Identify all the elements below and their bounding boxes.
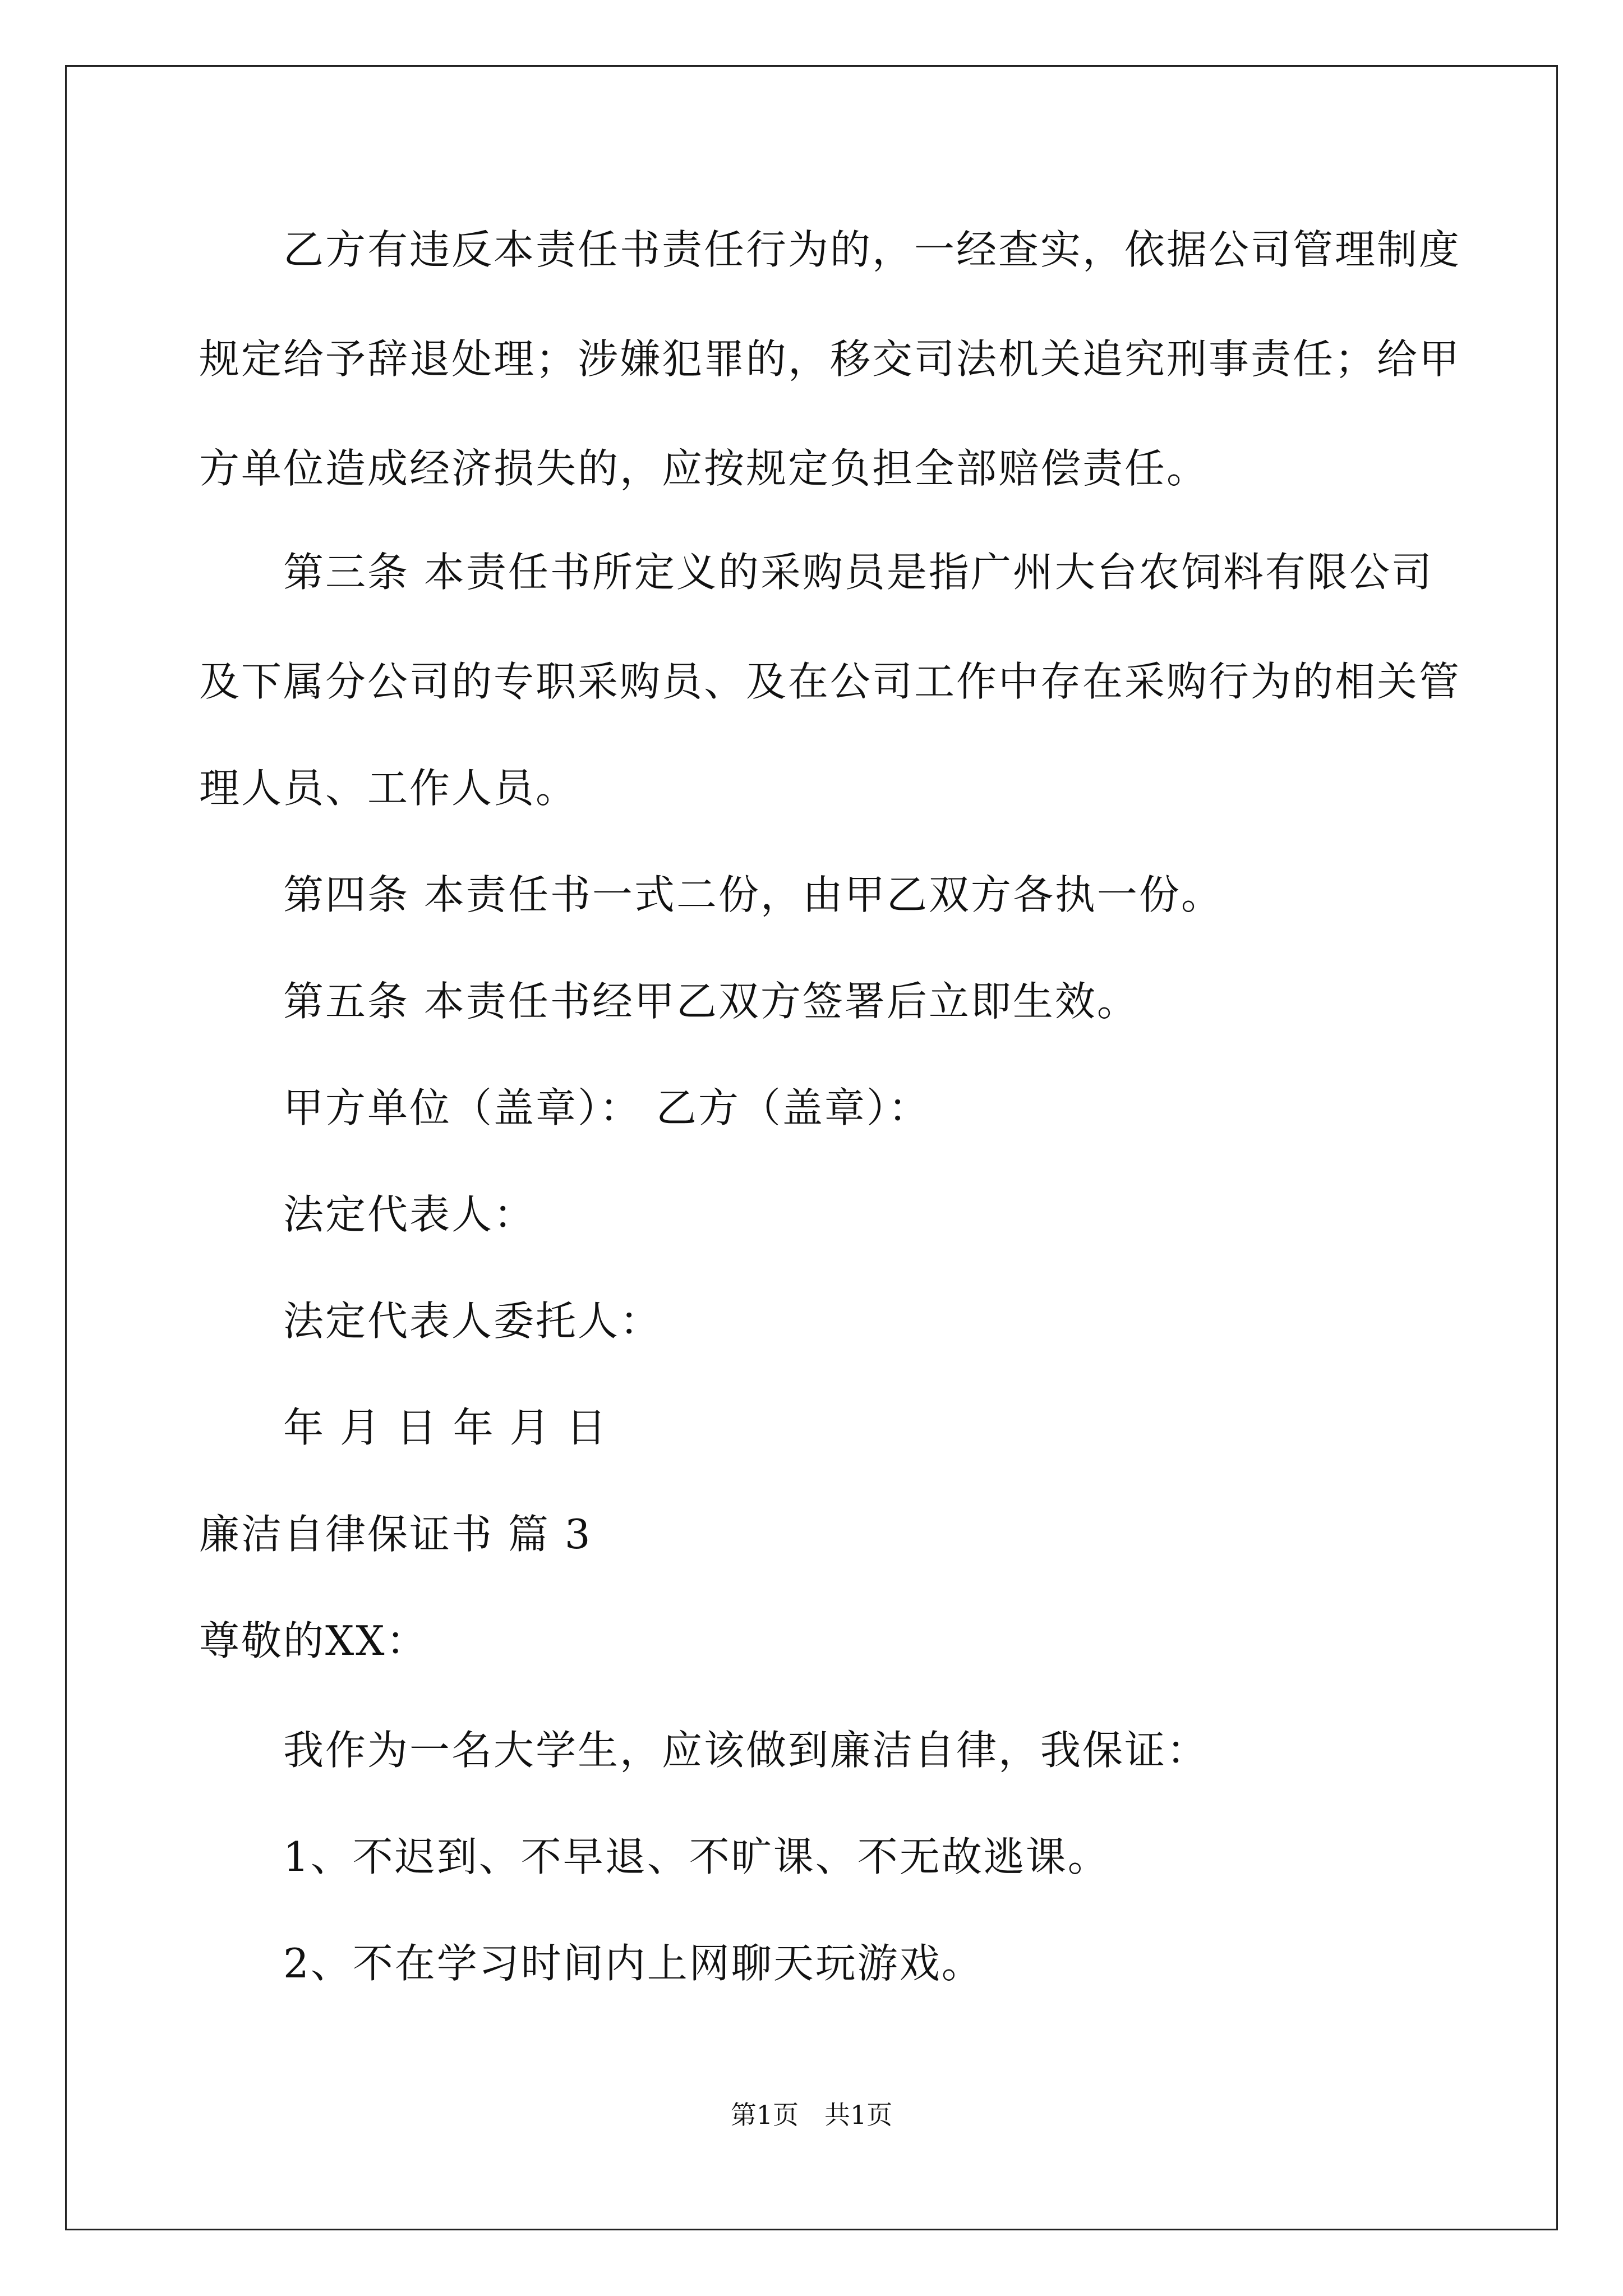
signature-line: 法定代表人委托人： [283, 1297, 662, 1345]
body-line: 方单位造成经济损失的，应按规定负担全部赔偿责任。 [199, 445, 1209, 492]
body-line: 第四条 本责任书一式二份，由甲乙双方各执一份。 [283, 871, 1223, 918]
salutation: 尊敬的XX： [199, 1617, 428, 1664]
body-line: 第三条 本责任书所定义的采购员是指广州大台农饲料有限公司 [283, 549, 1433, 596]
list-item: 1、不迟到、不早退、不旷课、不无故逃课。 [283, 1833, 1110, 1880]
page-border [65, 65, 1558, 2230]
section-heading: 廉洁自律保证书 篇 3 [199, 1511, 592, 1558]
signature-line: 甲方单位（盖章）： 乙方（盖章）： [283, 1084, 930, 1131]
signature-line: 法定代表人： [283, 1191, 536, 1238]
body-line: 及下属分公司的专职采购员、及在公司工作中存在采购行为的相关管 [199, 658, 1461, 705]
date-line: 年 月 日 年 月 日 [283, 1404, 608, 1451]
body-line: 规定给予辞退处理；涉嫌犯罪的，移交司法机关追究刑事责任；给甲 [199, 335, 1461, 383]
body-line: 第五条 本责任书经甲乙双方签署后立即生效。 [283, 978, 1139, 1025]
body-line: 乙方有违反本责任书责任行为的，一经查实，依据公司管理制度 [283, 226, 1461, 273]
body-line: 理人员、工作人员。 [199, 765, 578, 812]
body-line: 我作为一名大学生，应该做到廉洁自律，我保证： [283, 1727, 1209, 1774]
page-footer: 第1页 共1页 [730, 2100, 893, 2130]
list-item: 2、不在学习时间内上网聊天玩游戏。 [283, 1940, 984, 1987]
